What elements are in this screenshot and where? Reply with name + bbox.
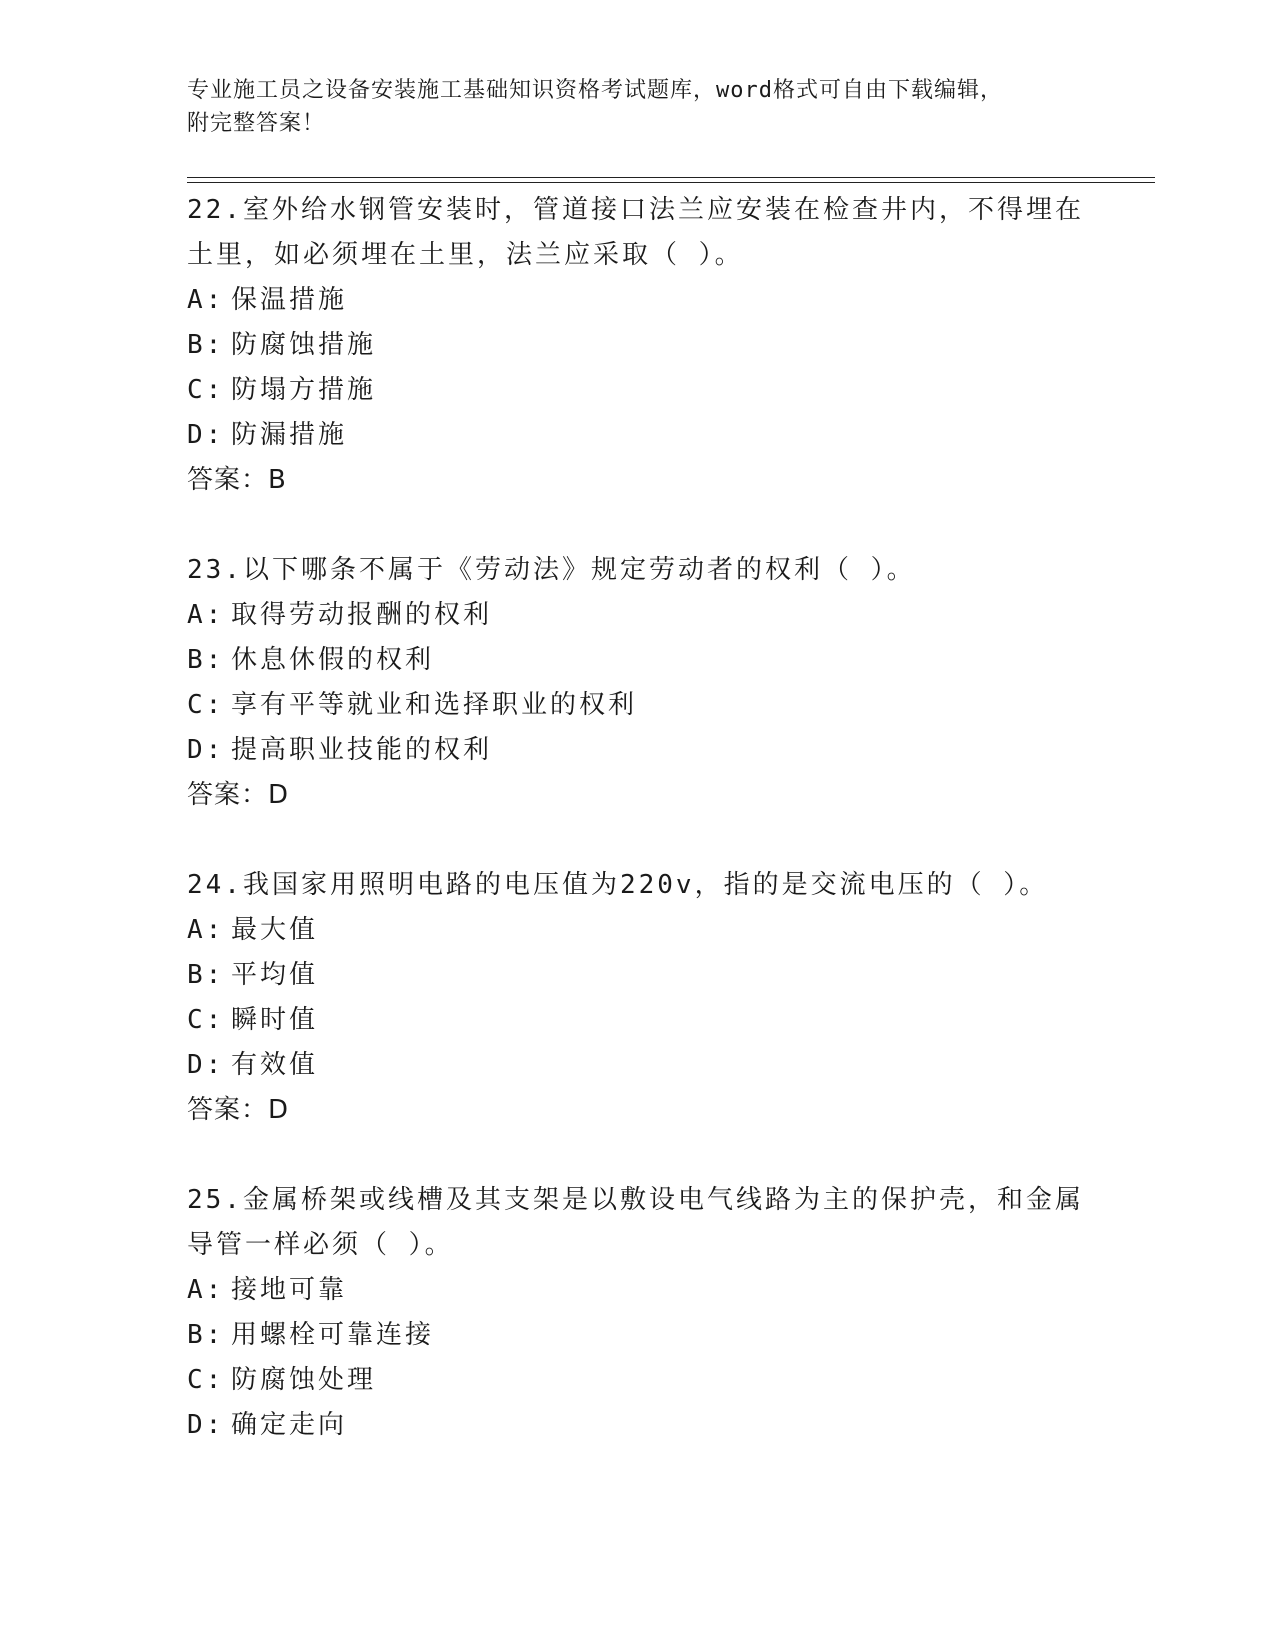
option-text: 接地可靠 <box>231 1275 348 1305</box>
option-a <box>187 908 1087 953</box>
question-spacer <box>187 818 1087 863</box>
question-spacer <box>187 1133 1087 1178</box>
option-letter: A: <box>187 915 225 945</box>
option-c <box>187 998 1087 1043</box>
option-letter: B: <box>187 1320 225 1350</box>
option-text: 防漏措施 <box>231 420 348 450</box>
option-text: 用螺栓可靠连接 <box>231 1320 435 1350</box>
option-b <box>187 323 1087 368</box>
option-letter: D: <box>187 735 225 765</box>
option-text: 保温措施 <box>231 285 348 315</box>
answer-line: 答案：D <box>187 1095 290 1125</box>
option-letter: B: <box>187 960 225 990</box>
option-letter: B: <box>187 645 225 675</box>
option-text: 取得劳动报酬的权利 <box>231 600 493 630</box>
option-c <box>187 683 1087 728</box>
header-line-2: 附完整答案！ <box>187 111 326 136</box>
option-text: 平均值 <box>231 960 319 990</box>
option-letter: D: <box>187 420 225 450</box>
option-text: 防塌方措施 <box>231 375 377 405</box>
option-b <box>187 1313 1087 1358</box>
option-text: 休息休假的权利 <box>231 645 435 675</box>
option-c <box>187 1358 1087 1403</box>
option-d <box>187 1403 1087 1448</box>
question-text-line: 25.金属桥架或线槽及其支架是以敷设电气线路为主的保护壳，和金属 <box>187 1185 1084 1215</box>
option-b <box>187 638 1087 683</box>
option-text: 确定走向 <box>231 1410 348 1440</box>
option-letter: C: <box>187 375 225 405</box>
option-letter: C: <box>187 690 225 720</box>
question-text-line: 导管一样必须（ ）。 <box>187 1230 454 1260</box>
option-letter: A: <box>187 600 225 630</box>
option-letter: C: <box>187 1365 225 1395</box>
question-list <box>187 188 1087 1448</box>
question-23 <box>187 548 1087 818</box>
question-text-line: 22.室外给水钢管安装时，管道接口法兰应安装在检查井内，不得埋在 <box>187 195 1084 225</box>
option-text: 享有平等就业和选择职业的权利 <box>231 690 638 720</box>
question-text-line: 23.以下哪条不属于《劳动法》规定劳动者的权利（ ）。 <box>187 555 916 585</box>
option-text: 防腐蚀处理 <box>231 1365 377 1395</box>
header-divider-thick <box>187 177 1155 178</box>
option-c <box>187 368 1087 413</box>
question-24 <box>187 863 1087 1133</box>
question-text-line: 土里，如必须埋在土里，法兰应采取（ ）。 <box>187 240 744 270</box>
option-letter: D: <box>187 1410 225 1440</box>
header-divider-thin <box>187 182 1155 183</box>
option-text: 防腐蚀措施 <box>231 330 377 360</box>
answer-line: 答案：B <box>187 465 287 495</box>
option-letter: D: <box>187 1050 225 1080</box>
option-letter: B: <box>187 330 225 360</box>
header-line-1: 专业施工员之设备安装施工基础知识资格考试题库，word格式可自由下载编辑， <box>187 78 1003 103</box>
option-a <box>187 278 1087 323</box>
option-text: 提高职业技能的权利 <box>231 735 493 765</box>
question-25 <box>187 1178 1087 1448</box>
option-text: 有效值 <box>231 1050 319 1080</box>
document-header <box>187 74 1087 140</box>
option-d <box>187 413 1087 458</box>
option-text: 最大值 <box>231 915 319 945</box>
option-d <box>187 728 1087 773</box>
option-letter: A: <box>187 1275 225 1305</box>
option-a <box>187 1268 1087 1313</box>
option-b <box>187 953 1087 998</box>
question-text-line: 24.我国家用照明电路的电压值为220v，指的是交流电压的（ ）。 <box>187 870 1049 900</box>
question-spacer <box>187 503 1087 548</box>
option-d <box>187 1043 1087 1088</box>
question-22 <box>187 188 1087 503</box>
option-letter: A: <box>187 285 225 315</box>
option-text: 瞬时值 <box>231 1005 319 1035</box>
option-letter: C: <box>187 1005 225 1035</box>
answer-line: 答案：D <box>187 780 290 810</box>
option-a <box>187 593 1087 638</box>
